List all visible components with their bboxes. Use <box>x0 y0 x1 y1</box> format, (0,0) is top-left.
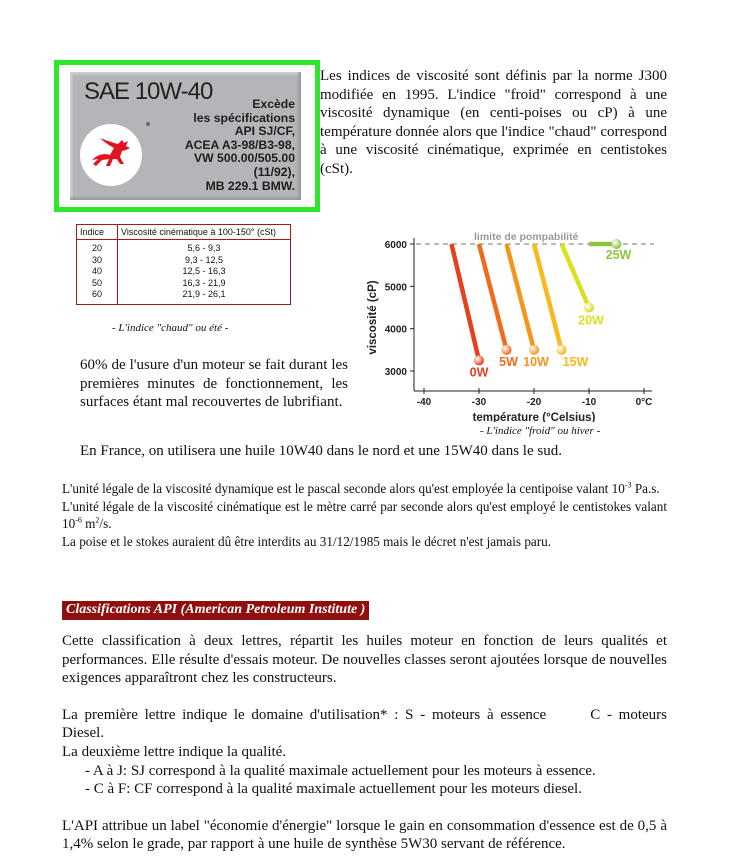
series-marker <box>502 345 512 355</box>
units-exponent: 2 <box>95 515 100 525</box>
units-exponent: -6 <box>75 515 82 525</box>
table-row <box>77 278 291 290</box>
x-tick-label: 0°C <box>635 397 653 408</box>
units-line: La poise et le stokes auraient dû être interdits au 31/12/1985 mais le décret n'est jamais paru. <box>62 533 552 549</box>
series-marker <box>474 355 484 365</box>
series-label: 5W <box>499 354 518 369</box>
api-text: C - moteurs Diesel. <box>62 706 667 742</box>
y-tick-label: 5000 <box>384 282 407 294</box>
x-tick-label: -20 <box>526 397 542 408</box>
y-tick-label: 6000 <box>384 240 407 251</box>
registered-dot <box>146 122 150 126</box>
product-label <box>70 72 301 200</box>
pegasus-logo <box>80 124 142 186</box>
x-tick-label: -10 <box>581 397 597 408</box>
units-text: m <box>81 516 96 532</box>
series-marker <box>557 345 567 355</box>
table-cell: 16,3 - 21,9 <box>182 277 226 288</box>
series-line <box>507 244 535 350</box>
section-header: Classifications API (American Petroleum Institute ) <box>62 601 369 620</box>
units-text: L'unité légale de la viscosité cinématique est le mètre carré par seconde alors qu'est employé le centistokes valant 10 <box>62 498 667 532</box>
usure-paragraph: 60% de l'usure d'un moteur se fait durant les premières minutes de fonctionnement, les surfaces étant mal recouvertes de lubrifiant. <box>80 357 348 411</box>
series-marker <box>584 303 594 313</box>
api-paragraph: La deuxième lettre indique la qualité. <box>62 743 287 760</box>
label-spec-line: ACEA A3-98/B3-98, <box>184 137 295 152</box>
series-line <box>562 244 590 308</box>
api-bullet: - C à F: CF correspond à la qualité maximale actuellement pour les moteurs diesel. <box>85 781 582 798</box>
units-line <box>62 480 667 498</box>
y-tick-label: 3000 <box>384 367 407 378</box>
table-cell: 20 <box>77 240 118 255</box>
series-line <box>479 244 507 350</box>
label-spec-line: MB 229.1 BMW. <box>205 178 295 193</box>
table-header: Viscosité cinématique à 100-150° (cSt) <box>118 225 291 240</box>
chart-series-group <box>452 239 632 379</box>
pegasus-icon <box>80 124 142 186</box>
y-tick-label: 4000 <box>384 324 407 336</box>
label-spec-line: (11/92), <box>253 164 295 179</box>
api-paragraph <box>62 706 667 743</box>
label-spec-line: API SJ/CF, <box>234 124 295 139</box>
table-cell: 40 <box>77 266 118 278</box>
viscosity-chart <box>360 226 660 422</box>
table-cell: 12,5 - 16,3 <box>182 266 226 277</box>
viscosity-table <box>76 224 291 305</box>
api-paragraph: Cette classification à deux lettres, répartit les huiles moteur en fonction de leurs qualités et performances. Elle résulte d'essais moteur. De nouvelles classes seront ajoutées lorsque de nouvelles exigences apparaîtront chez les constructeurs. <box>62 633 667 687</box>
caption-chaud: - L'indice "chaud" ou été - <box>112 322 229 334</box>
api-text: La première lettre indique le domaine d'utilisation* : S - moteurs à essence <box>62 706 547 723</box>
table-row <box>77 240 291 255</box>
label-spec-line: Excède <box>252 97 295 111</box>
series-label: 10W <box>523 354 549 369</box>
table-row <box>77 289 291 304</box>
table-cell: 60 <box>77 289 118 304</box>
table-header-row <box>77 225 291 240</box>
api-bullet: - A à J: SJ correspond à la qualité maximale actuellement pour les moteurs à essence. <box>85 762 596 779</box>
label-spec-line: les spécifications <box>193 110 295 125</box>
france-sentence: En France, on utilisera une huile 10W40 dans le nord et une 15W40 dans le sud. <box>80 443 562 459</box>
units-block <box>62 480 667 550</box>
table-cell: 21,9 - 26,1 <box>182 289 226 300</box>
limit-line-label: limite de pompabilité <box>474 231 579 243</box>
units-line <box>62 498 667 533</box>
series-label: 15W <box>562 354 589 369</box>
table-cell: 50 <box>77 278 118 290</box>
label-specs <box>185 98 295 193</box>
label-title: SAE 10W-40 <box>84 78 213 105</box>
intro-paragraph: Les indices de viscosité sont définis par la norme J300 modifiée en 1995. L'indice "froid" correspond à une viscosité dynamique (en centi-poises ou cP) à une température donnée alors que l'indice "chaud" correspond à une viscosité cinématique, exprimée en centistokes (cSt). <box>320 68 667 177</box>
series-label: 25W <box>605 248 632 262</box>
series-label: 0W <box>469 365 489 380</box>
series-label: 20W <box>578 313 604 328</box>
caption-froid: - L'indice "froid" ou hiver - <box>480 425 601 437</box>
table-cell: 30 <box>77 255 118 267</box>
units-text: L'unité légale de la viscosité dynamique est le pascal seconde alors qu'est employée la centipoise valant 10 <box>62 481 625 496</box>
api-paragraph: L'API attribue un label "économie d'énergie" lorsque le gain en consommation d'essence est de 0,5 à 1,4% selon le grade, par rapport à une huile de synthèse 5W30 servant de référence. <box>62 817 667 853</box>
table-row <box>77 266 291 278</box>
x-axis-label: température (°Celsius) <box>472 412 596 422</box>
table-cell: 5,6 - 9,3 <box>187 243 221 253</box>
x-tick-label: -30 <box>471 397 487 408</box>
table-header: Indice <box>77 225 118 240</box>
units-exponent: -3 <box>624 480 632 490</box>
series-line <box>452 244 480 360</box>
x-tick-label: -40 <box>416 397 432 408</box>
api-section <box>62 632 667 854</box>
series-marker <box>529 345 539 355</box>
table-row <box>77 255 291 267</box>
units-text: Pa.s. <box>631 481 660 496</box>
y-axis-label: viscosité (cP) <box>367 280 379 355</box>
series-line <box>534 244 562 350</box>
table-cell: 9,3 - 12,5 <box>184 254 224 265</box>
label-spec-line: VW 500.00/505.00 <box>194 151 295 166</box>
units-text: /s. <box>99 516 112 532</box>
